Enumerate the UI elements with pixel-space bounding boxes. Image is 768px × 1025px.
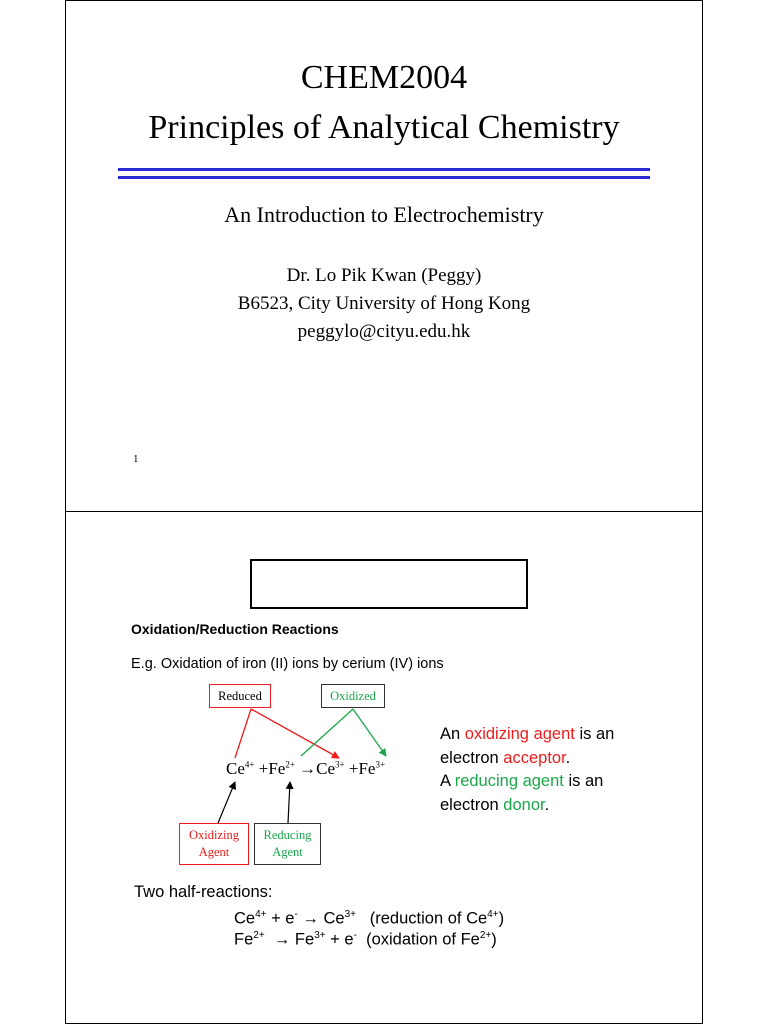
oxidized-arrow-right bbox=[353, 709, 386, 756]
reduced-label-text: Reduced bbox=[218, 689, 262, 703]
agent-is-an-1: is an bbox=[579, 725, 615, 743]
agent-explanation bbox=[440, 723, 614, 817]
agent-line-3 bbox=[440, 770, 614, 794]
eq-ce: Ce bbox=[226, 759, 245, 778]
author-name: Dr. Lo Pik Kwan (Peggy) bbox=[286, 265, 482, 286]
reduced-label bbox=[209, 684, 271, 708]
oxidizing-agent-arrow bbox=[218, 782, 235, 823]
oxidized-label-text: Oxidized bbox=[330, 689, 376, 703]
hr1-ce-charge: 4+ bbox=[255, 909, 267, 920]
oxidized-arrow-left bbox=[301, 709, 353, 756]
eq-fe-charge: 2+ bbox=[285, 759, 295, 770]
oxidizing-agent-line1: Oxidizing bbox=[189, 828, 239, 842]
half-reaction-1 bbox=[234, 909, 504, 929]
agent-an: An bbox=[440, 725, 461, 743]
hr1-ce: Ce bbox=[234, 909, 256, 928]
hr2-note: (oxidation of Fe bbox=[366, 930, 480, 949]
oxidizing-agent-line2: Agent bbox=[198, 845, 230, 859]
author-email: peggylo@cityu.edu.hk bbox=[297, 321, 471, 342]
reducing-agent-line1: Reducing bbox=[263, 828, 312, 842]
agent-is-an-2: is an bbox=[568, 772, 604, 790]
oxidizing-agent-term: oxidizing agent bbox=[464, 725, 575, 743]
reducing-agent-term: reducing agent bbox=[454, 772, 564, 790]
eq-fe-prod: Fe bbox=[358, 759, 376, 778]
half-reactions-title: Two half-reactions: bbox=[134, 883, 273, 901]
agent-line-4 bbox=[440, 794, 614, 818]
eq-ce-prod: Ce bbox=[316, 759, 336, 778]
agent-period-1: . bbox=[565, 748, 571, 767]
agent-period-2: . bbox=[544, 795, 550, 814]
lecture-subtitle: An Introduction to Electrochemistry bbox=[224, 202, 544, 227]
course-code-title: CHEM2004 bbox=[300, 59, 468, 96]
course-name-title: Principles of Analytical Chemistry bbox=[148, 109, 620, 146]
reducing-agent-label bbox=[254, 823, 321, 865]
hr2-e-charge: - bbox=[353, 930, 357, 941]
acceptor-term: acceptor bbox=[503, 748, 566, 767]
section-heading: Oxidation/Reduction Reactions bbox=[131, 621, 339, 637]
slide-1 bbox=[65, 0, 703, 512]
hr1-close: ) bbox=[498, 909, 505, 928]
author-office: B6523, City University of Hong Kong bbox=[237, 293, 531, 314]
title-rule-top bbox=[118, 168, 650, 171]
donor-term: donor bbox=[503, 795, 545, 814]
hr2-arrow-fe: → Fe bbox=[264, 930, 315, 949]
redox-equation bbox=[226, 759, 385, 779]
oxidizing-agent-label bbox=[179, 823, 249, 865]
hr2-note-charge: 2+ bbox=[479, 930, 492, 941]
agent-electron-1: electron bbox=[440, 748, 499, 767]
hr1-e-charge: - bbox=[294, 909, 298, 920]
hr1-prod-charge: 3+ bbox=[344, 909, 356, 920]
reducing-agent-arrow bbox=[288, 782, 290, 823]
eq-fe-prod-charge: 3+ bbox=[375, 759, 386, 770]
hr1-arrow-ce: → Ce bbox=[297, 909, 345, 928]
eq-plus-1: + bbox=[258, 759, 269, 778]
reducing-agent-line2: Agent bbox=[272, 845, 303, 859]
slide-2 bbox=[65, 511, 703, 1024]
hr2-close: ) bbox=[491, 930, 497, 949]
eq-plus-2: + bbox=[348, 759, 359, 778]
hr2-fe-charge: 2+ bbox=[253, 930, 265, 941]
hr2-plus-e: + e bbox=[325, 930, 354, 949]
hr1-plus-e: + e bbox=[266, 909, 295, 928]
reduced-arrow-left bbox=[235, 709, 251, 758]
agent-line-1 bbox=[440, 723, 614, 747]
eq-ce-charge: 4+ bbox=[244, 759, 255, 770]
title-rule-bottom bbox=[118, 176, 650, 179]
agent-line-2 bbox=[440, 747, 614, 771]
hr1-note: (reduction of Ce bbox=[369, 909, 488, 928]
agent-electron-2: electron bbox=[440, 795, 499, 814]
eq-fe: Fe bbox=[268, 759, 286, 778]
eq-arrow: → bbox=[299, 759, 317, 778]
example-text: E.g. Oxidation of iron (II) ions by cerium (IV) ions bbox=[131, 656, 444, 672]
eq-ce-prod-charge: 3+ bbox=[335, 759, 345, 770]
hr2-fe: Fe bbox=[234, 930, 254, 949]
hr1-note-charge: 4+ bbox=[487, 909, 499, 920]
oxidized-label bbox=[321, 684, 385, 708]
agent-a: A bbox=[440, 772, 451, 790]
half-reaction-2 bbox=[234, 930, 497, 950]
page-number: 1 bbox=[133, 453, 139, 465]
hr2-prod-charge: 3+ bbox=[314, 930, 326, 941]
